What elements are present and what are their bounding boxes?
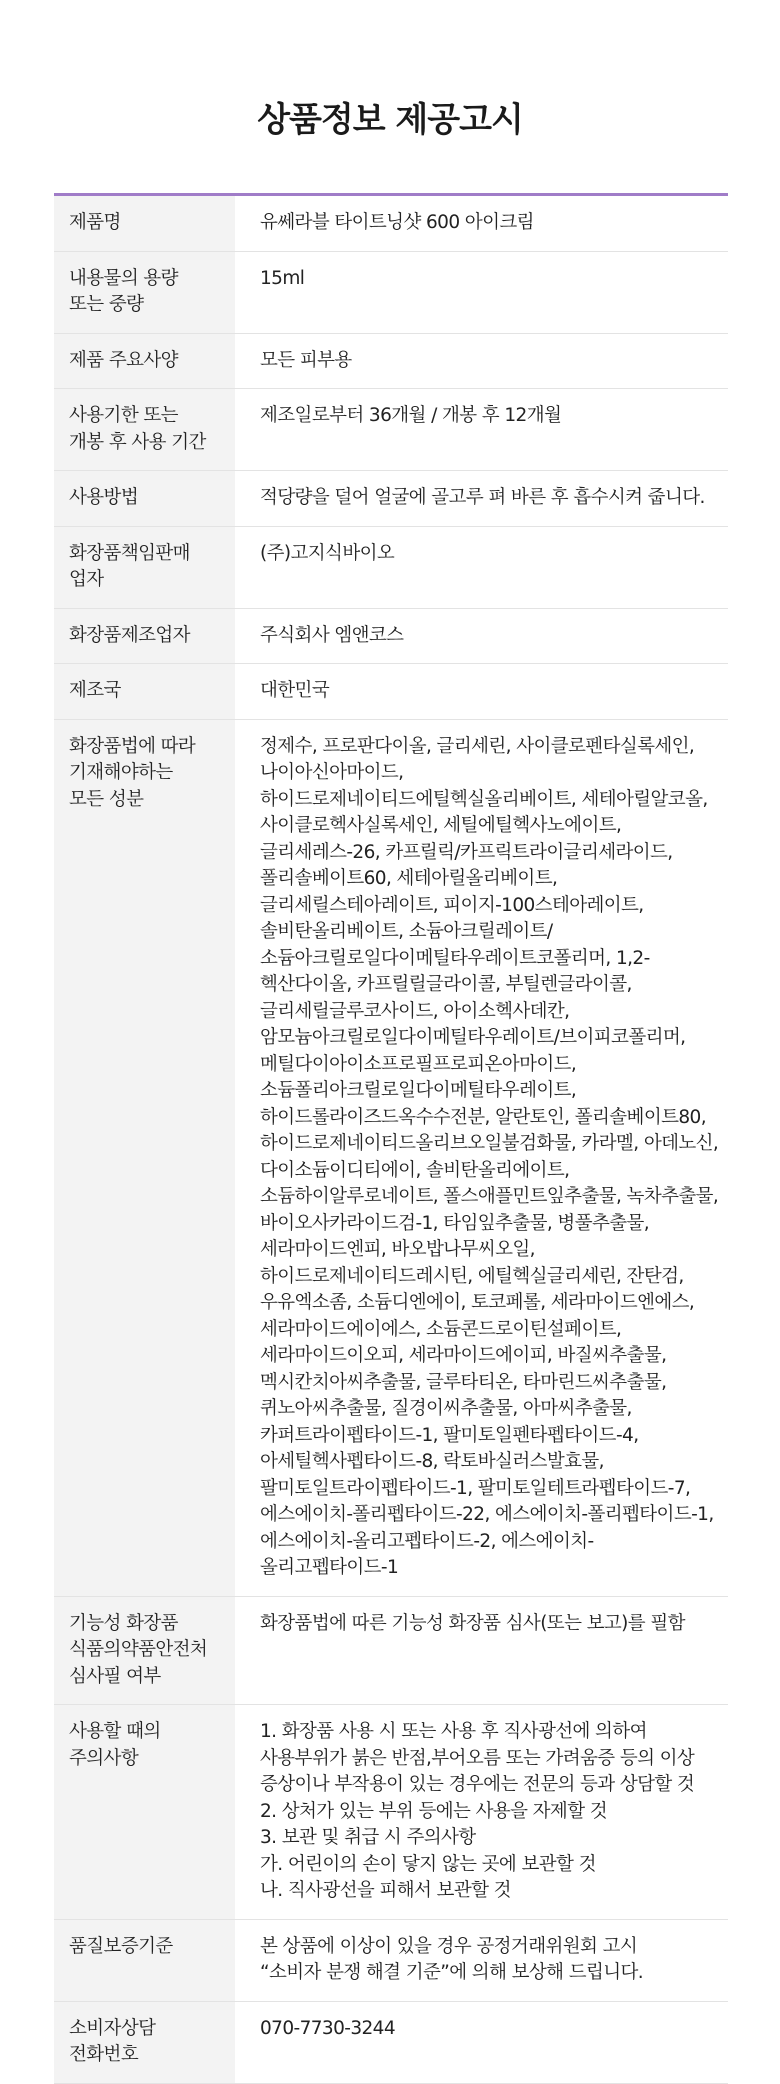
row-value: 제조일로부터 36개월 / 개봉 후 12개월 xyxy=(235,389,728,471)
row-value: 070-7730-3244 xyxy=(235,2001,728,2083)
table-row-ingredients xyxy=(54,719,728,1596)
row-value: 정제수, 프로판다이올, 글리세린, 사이클로펜타실록세인, 나이아신아마이드, 하이드로제네이티드에틸헥실올리베이트, 세테아릴알코올, 사이클로헥사실록세인, 세틸에틸헥사노에이트, 글리세레스-26, 카프릴릭/카프릭트라이글리세라이드, 폴리솔베이트60, 세테아릴올리베이트, 글리세릴스테아레이트, 피이지-100스테아레이트, 솔비탄올리베이트, 소듐아크릴레이트/소듐아크릴로일다이메틸타우레이트코폴리머, 1,2-헥산다이올, 카프릴릴글라이콜, 부틸렌글라이콜, 글리세릴글루코사이드, 아이소헥사데칸, 암모늄아크릴로일다이메틸타우레이트/브이피코폴리머, 메틸다이아이소프로필프로피온아마이드, 소듐폴리아크릴로일다이메틸타우레이트, 하이드롤라이즈드옥수수전분, 알란토인, 폴리솔베이트80, 하이드로제네이티드올리브오일불검화물, 카라멜, 아데노신, 다이소듐이디티에이, 솔비탄올리에이트, 소듐하이알루로네이트, 폴스애플민트잎추출물, 녹차추출물, 바이오사카라이드검-1, 타임잎추출물, 병풀추출물, 세라마이드엔피, 바오밥나무씨오일, 하이드로제네이티드레시틴, 에틸헥실글리세린, 잔탄검, 우유엑소좀, 소듐디엔에이, 토코페롤, 세라마이드엔에스, 세라마이드에이에스, 소듐콘드로이틴설페이트, 세라마이드이오피, 세라마이드에이피, 바질씨추출물, 멕시칸치아씨추출물, 글루타티온, 타마린드씨추출물, 퀴노아씨추출물, 질경이씨추출물, 아마씨추출물, 카퍼트라이펩타이드-1, 팔미토일펜타펩타이드-4, 아세틸헥사펩타이드-8, 락토바실러스발효물, 팔미토일트라이펩타이드-1, 팔미토일테트라펩타이드-7, 에스에이치-폴리펩타이드-22, 에스에이치-폴리펩타이드-1, 에스에이치-올리고펩타이드-2, 에스에이치-올리고펩타이드-1 xyxy=(235,719,728,1596)
table-row-volume xyxy=(54,251,728,333)
row-label: 화장품제조업자 xyxy=(54,608,235,664)
row-value: 모든 피부용 xyxy=(235,333,728,389)
table-row-usage xyxy=(54,471,728,527)
row-value: 15ml xyxy=(235,251,728,333)
row-label: 기능성 화장품 식품의약품안전처 심사필 여부 xyxy=(54,1596,235,1705)
row-value: 1. 화장품 사용 시 또는 사용 후 직사광선에 의하여 사용부위가 붉은 반점,부어오름 또는 가려움증 등의 이상 증상이나 부작용이 있는 경우에는 전문의 등과 상담할 것 2. 상처가 있는 부위 등에는 사용을 자제할 것 3. 보관 및 취급 시 주의사항 가. 어린이의 손이 닿지 않는 곳에 보관할 것 나. 직사광선을 피해서 보관할 것 xyxy=(235,1705,728,1920)
table-row-country xyxy=(54,664,728,720)
row-value: 유쎄라블 타이트닝샷 600 아이크림 xyxy=(235,195,728,252)
row-label: 사용기한 또는 개봉 후 사용 기간 xyxy=(54,389,235,471)
row-value: 대한민국 xyxy=(235,664,728,720)
row-label: 사용할 때의 주의사항 xyxy=(54,1705,235,1920)
table-row-functional xyxy=(54,1596,728,1705)
table-row-product-name xyxy=(54,195,728,252)
table-row-phone xyxy=(54,2001,728,2083)
row-label: 제품 주요사양 xyxy=(54,333,235,389)
product-info-table xyxy=(54,193,728,2084)
row-label: 소비자상담 전화번호 xyxy=(54,2001,235,2083)
row-label: 사용방법 xyxy=(54,471,235,527)
row-label: 품질보증기준 xyxy=(54,1919,235,2001)
table-row-quality xyxy=(54,1919,728,2001)
table-row-manufacturer xyxy=(54,608,728,664)
row-value: 본 상품에 이상이 있을 경우 공정거래위원회 고시 “소비자 분쟁 해결 기준”에 의해 보상해 드립니다. xyxy=(235,1919,728,2001)
page-title: 상품정보 제공고시 xyxy=(257,100,523,140)
row-value: 주식회사 엠앤코스 xyxy=(235,608,728,664)
row-value: (주)고지식바이오 xyxy=(235,526,728,608)
row-label: 화장품법에 따라 기재해야하는 모든 성분 xyxy=(54,719,235,1596)
table-row-cautions xyxy=(54,1705,728,1920)
row-value: 화장품법에 따른 기능성 화장품 심사(또는 보고)를 필함 xyxy=(235,1596,728,1705)
table-row-seller xyxy=(54,526,728,608)
row-value: 적당량을 덜어 얼굴에 골고루 펴 바른 후 흡수시켜 줍니다. xyxy=(235,471,728,527)
table-row-main-spec xyxy=(54,333,728,389)
row-label: 제품명 xyxy=(54,195,235,252)
row-label: 화장품책임판매 업자 xyxy=(54,526,235,608)
row-label: 제조국 xyxy=(54,664,235,720)
table-row-expiry xyxy=(54,389,728,471)
row-label: 내용물의 용량 또는 중량 xyxy=(54,251,235,333)
